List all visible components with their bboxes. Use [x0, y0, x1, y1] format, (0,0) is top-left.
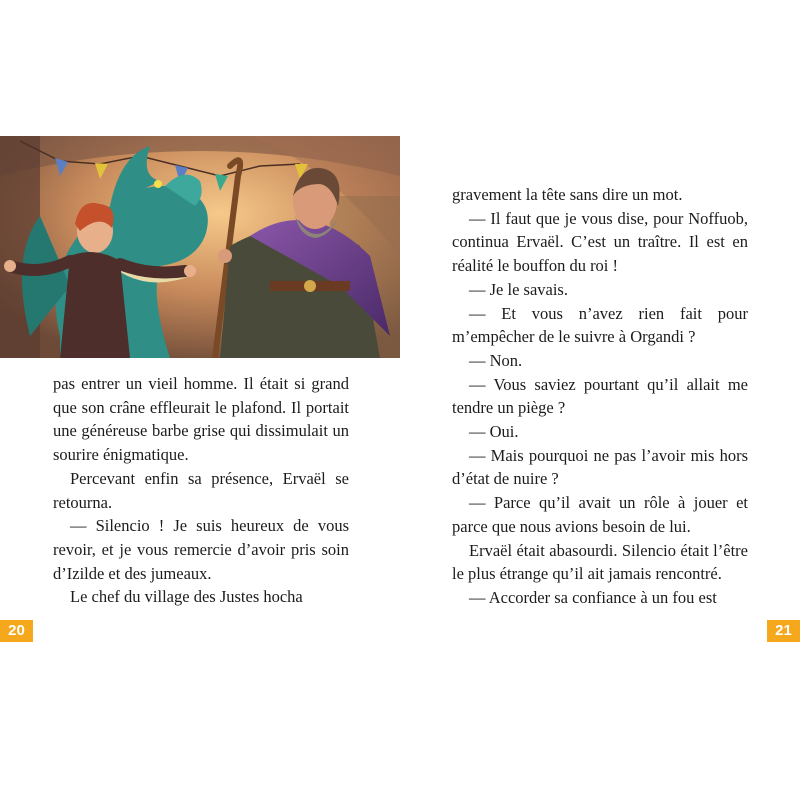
story-illustration — [0, 136, 400, 358]
page-number-left: 20 — [0, 620, 33, 642]
paragraph: — Parce qu’il avait un rôle à jouer et parce que nous avions besoin de lui. — [452, 493, 748, 536]
paragraph: — Il faut que je vous dise, pour Noffuob, continua Ervaël. C’est un traître. Il est en réalité le bouffon du roi ! — [452, 208, 748, 276]
paragraph: — Accorder sa confiance à un fou est — [469, 587, 717, 607]
paragraph: — Vous saviez pourtant qu’il allait me tendre un piège ? — [452, 374, 748, 418]
page-number-right: 21 — [767, 620, 800, 642]
right-page-text — [452, 183, 748, 610]
paragraph: — Non. — [469, 350, 523, 370]
paragraph: gravement la tête sans dire un mot. — [452, 185, 683, 204]
paragraph: Percevant enfin sa présence, Ervaël se retourna. — [53, 468, 349, 512]
paragraph: pas entrer un vieil homme. Il était si grand que son crâne effleurait le plafond. Il portait une généreuse barbe grise qui dissimulait un sourire énigmatique. — [53, 374, 349, 465]
paragraph: — Mais pourquoi ne pas l’avoir mis hors d’état de nuire ? — [452, 445, 748, 489]
paragraph: Ervaël était abasourdi. Silencio était l’être le plus étrange qu’il ait jamais rencontré. — [452, 540, 748, 584]
paragraph: — Silencio ! Je suis heureux de vous revoir, et je vous remercie d’avoir pris soin d’Izilde et des jumeaux. — [53, 516, 349, 583]
paragraph: — Oui. — [469, 422, 519, 442]
paragraph: — Je le savais. — [469, 279, 568, 299]
paragraph: — Et vous n’avez rien fait pour m’empêcher de le suivre à Organdi ? — [452, 303, 748, 347]
left-page-text — [53, 372, 349, 609]
paragraph: Le chef du village des Justes hocha — [70, 587, 303, 607]
